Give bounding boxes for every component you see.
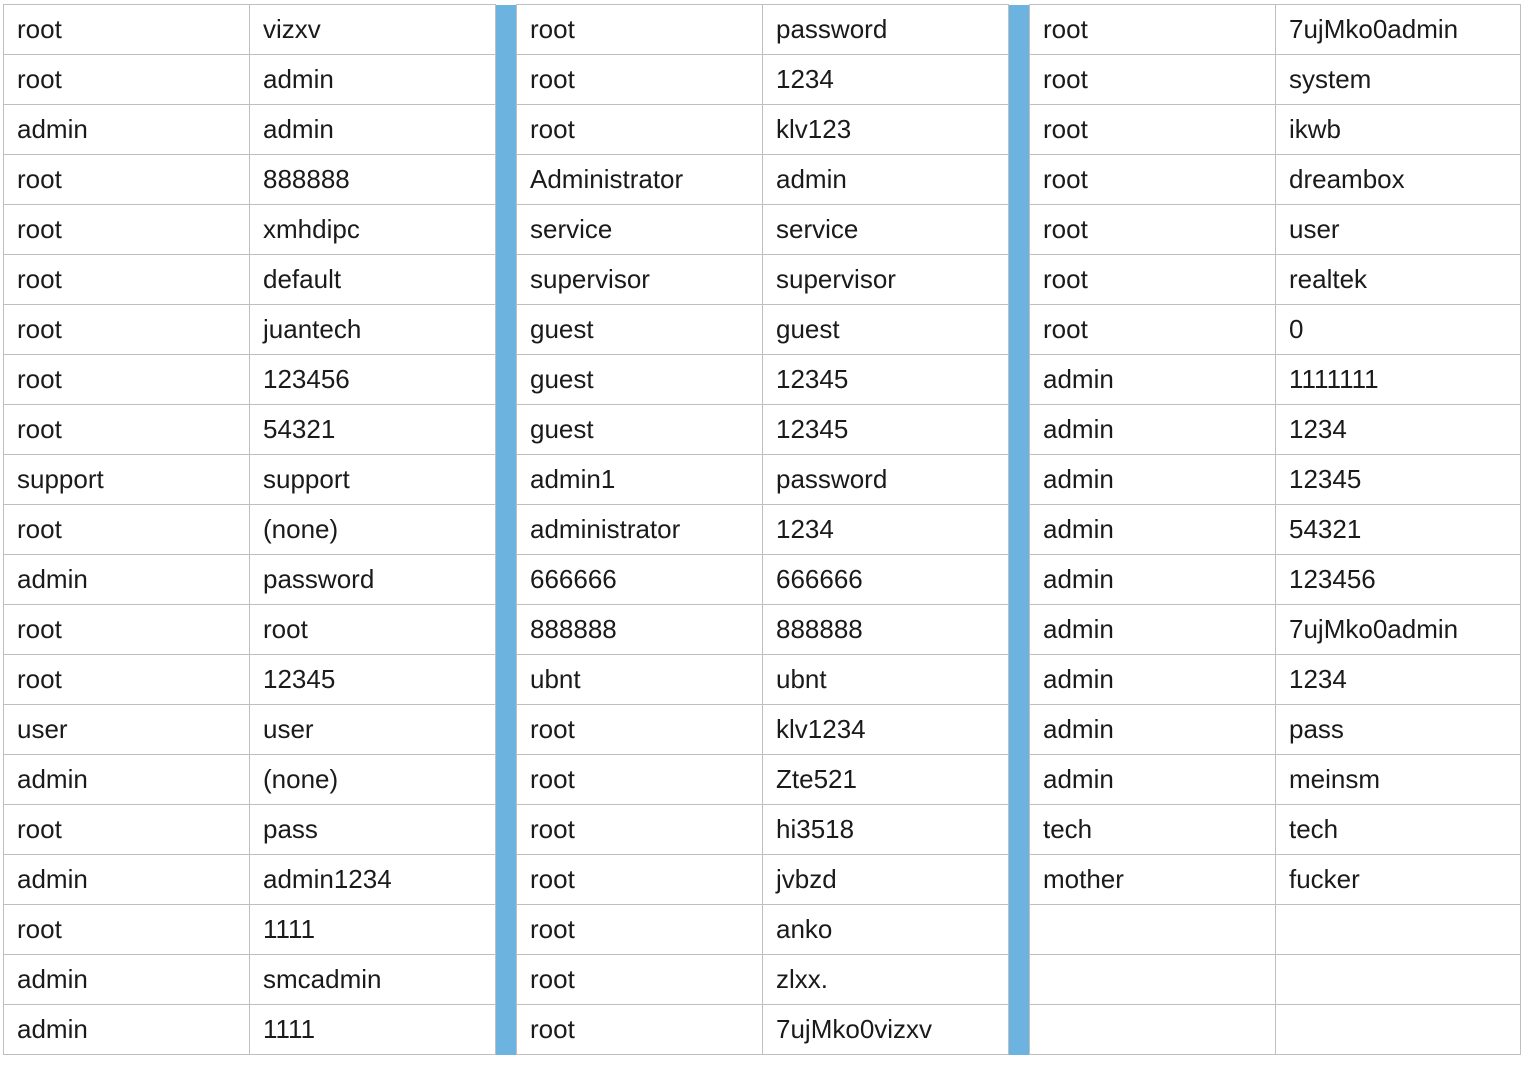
password-cell: anko xyxy=(763,905,1009,955)
username-cell: root xyxy=(4,205,250,255)
username-cell: support xyxy=(4,455,250,505)
credentials-table-body xyxy=(4,5,1521,1055)
username-cell: admin xyxy=(1030,655,1276,705)
username-cell: ubnt xyxy=(517,655,763,705)
password-cell: vizxv xyxy=(250,5,496,55)
password-cell: fucker xyxy=(1276,855,1521,905)
password-cell: admin1234 xyxy=(250,855,496,905)
username-cell: root xyxy=(517,105,763,155)
password-cell: service xyxy=(763,205,1009,255)
table-row xyxy=(4,355,1521,405)
username-cell: root xyxy=(4,5,250,55)
password-cell: dreambox xyxy=(1276,155,1521,205)
password-cell: 12345 xyxy=(250,655,496,705)
username-cell: root xyxy=(4,805,250,855)
username-cell: admin xyxy=(1030,605,1276,655)
password-cell: meinsm xyxy=(1276,755,1521,805)
username-cell: administrator xyxy=(517,505,763,555)
username-cell: root xyxy=(517,55,763,105)
username-cell: Administrator xyxy=(517,155,763,205)
username-cell: mother xyxy=(1030,855,1276,905)
table-row xyxy=(4,255,1521,305)
username-cell: admin xyxy=(1030,355,1276,405)
password-cell: 1234 xyxy=(1276,405,1521,455)
password-cell: hi3518 xyxy=(763,805,1009,855)
username-cell: root xyxy=(517,805,763,855)
password-cell: support xyxy=(250,455,496,505)
username-cell: admin xyxy=(1030,555,1276,605)
password-cell: 12345 xyxy=(763,355,1009,405)
password-cell: 7ujMko0admin xyxy=(1276,5,1521,55)
password-cell: Zte521 xyxy=(763,755,1009,805)
username-cell: root xyxy=(1030,5,1276,55)
password-cell: guest xyxy=(763,305,1009,355)
password-cell: smcadmin xyxy=(250,955,496,1005)
username-cell: root xyxy=(517,955,763,1005)
username-cell: service xyxy=(517,205,763,255)
username-cell xyxy=(1030,905,1276,955)
table-row xyxy=(4,155,1521,205)
table-row xyxy=(4,205,1521,255)
password-cell: 0 xyxy=(1276,305,1521,355)
password-cell: 888888 xyxy=(250,155,496,205)
password-cell: password xyxy=(250,555,496,605)
username-cell: root xyxy=(4,905,250,955)
password-cell: 12345 xyxy=(1276,455,1521,505)
table-row xyxy=(4,55,1521,105)
table-row xyxy=(4,405,1521,455)
password-cell: pass xyxy=(1276,705,1521,755)
username-cell: admin xyxy=(4,1005,250,1055)
password-cell: system xyxy=(1276,55,1521,105)
username-cell: root xyxy=(1030,105,1276,155)
username-cell: admin xyxy=(1030,505,1276,555)
table-row xyxy=(4,305,1521,355)
username-cell: root xyxy=(517,855,763,905)
username-cell: admin xyxy=(4,755,250,805)
password-cell: ubnt xyxy=(763,655,1009,705)
password-cell: admin xyxy=(763,155,1009,205)
username-cell xyxy=(1030,1005,1276,1055)
password-cell: (none) xyxy=(250,755,496,805)
table-row xyxy=(4,755,1521,805)
password-cell: user xyxy=(1276,205,1521,255)
username-cell: root xyxy=(1030,205,1276,255)
column-separator xyxy=(496,5,517,1055)
username-cell: admin xyxy=(1030,455,1276,505)
username-cell: admin xyxy=(1030,755,1276,805)
username-cell: guest xyxy=(517,405,763,455)
username-cell: root xyxy=(517,705,763,755)
password-cell: password xyxy=(763,455,1009,505)
username-cell: user xyxy=(4,705,250,755)
username-cell: admin xyxy=(4,855,250,905)
table-row xyxy=(4,705,1521,755)
password-cell: admin xyxy=(250,105,496,155)
password-cell: user xyxy=(250,705,496,755)
password-cell: xmhdipc xyxy=(250,205,496,255)
password-cell: tech xyxy=(1276,805,1521,855)
password-cell: jvbzd xyxy=(763,855,1009,905)
password-cell: klv123 xyxy=(763,105,1009,155)
password-cell: 54321 xyxy=(1276,505,1521,555)
table-row xyxy=(4,1005,1521,1055)
table-row xyxy=(4,505,1521,555)
password-cell: zlxx. xyxy=(763,955,1009,1005)
username-cell: root xyxy=(1030,55,1276,105)
username-cell: root xyxy=(4,55,250,105)
username-cell: admin1 xyxy=(517,455,763,505)
username-cell: root xyxy=(1030,305,1276,355)
username-cell: root xyxy=(517,5,763,55)
password-cell: 1111111 xyxy=(1276,355,1521,405)
table-row xyxy=(4,105,1521,155)
username-cell: root xyxy=(1030,255,1276,305)
password-cell: 7ujMko0admin xyxy=(1276,605,1521,655)
password-cell: 1111 xyxy=(250,905,496,955)
username-cell: admin xyxy=(1030,705,1276,755)
table-row xyxy=(4,455,1521,505)
password-cell: pass xyxy=(250,805,496,855)
username-cell: root xyxy=(517,755,763,805)
password-cell: (none) xyxy=(250,505,496,555)
password-cell: 7ujMko0vizxv xyxy=(763,1005,1009,1055)
table-row xyxy=(4,855,1521,905)
username-cell: root xyxy=(4,155,250,205)
column-separator xyxy=(1009,5,1030,1055)
password-cell: realtek xyxy=(1276,255,1521,305)
username-cell: admin xyxy=(1030,405,1276,455)
table-row xyxy=(4,805,1521,855)
password-cell: password xyxy=(763,5,1009,55)
username-cell: guest xyxy=(517,355,763,405)
table-row xyxy=(4,555,1521,605)
password-cell: klv1234 xyxy=(763,705,1009,755)
password-cell: 1234 xyxy=(763,55,1009,105)
username-cell: root xyxy=(4,655,250,705)
username-cell: root xyxy=(1030,155,1276,205)
username-cell: tech xyxy=(1030,805,1276,855)
password-cell: 123456 xyxy=(250,355,496,405)
username-cell: admin xyxy=(4,105,250,155)
username-cell: 888888 xyxy=(517,605,763,655)
username-cell: admin xyxy=(4,955,250,1005)
username-cell: guest xyxy=(517,305,763,355)
table-row xyxy=(4,905,1521,955)
password-cell: juantech xyxy=(250,305,496,355)
username-cell: root xyxy=(4,405,250,455)
username-cell: root xyxy=(4,255,250,305)
password-cell: admin xyxy=(250,55,496,105)
username-cell: 666666 xyxy=(517,555,763,605)
username-cell: supervisor xyxy=(517,255,763,305)
username-cell: root xyxy=(4,605,250,655)
password-cell: 888888 xyxy=(763,605,1009,655)
password-cell: root xyxy=(250,605,496,655)
password-cell: 12345 xyxy=(763,405,1009,455)
table-row xyxy=(4,5,1521,55)
username-cell: root xyxy=(4,355,250,405)
password-cell: 1234 xyxy=(763,505,1009,555)
password-cell xyxy=(1276,1005,1521,1055)
username-cell: root xyxy=(517,905,763,955)
password-cell: 54321 xyxy=(250,405,496,455)
table-row xyxy=(4,955,1521,1005)
password-cell: 123456 xyxy=(1276,555,1521,605)
username-cell: admin xyxy=(4,555,250,605)
password-cell: 1234 xyxy=(1276,655,1521,705)
username-cell xyxy=(1030,955,1276,1005)
username-cell: root xyxy=(517,1005,763,1055)
password-cell: 666666 xyxy=(763,555,1009,605)
username-cell: root xyxy=(4,505,250,555)
password-cell xyxy=(1276,905,1521,955)
password-cell xyxy=(1276,955,1521,1005)
table-row xyxy=(4,605,1521,655)
password-cell: ikwb xyxy=(1276,105,1521,155)
password-cell: default xyxy=(250,255,496,305)
password-cell: 1111 xyxy=(250,1005,496,1055)
password-cell: supervisor xyxy=(763,255,1009,305)
credentials-table xyxy=(3,4,1521,1055)
table-row xyxy=(4,655,1521,705)
username-cell: root xyxy=(4,305,250,355)
